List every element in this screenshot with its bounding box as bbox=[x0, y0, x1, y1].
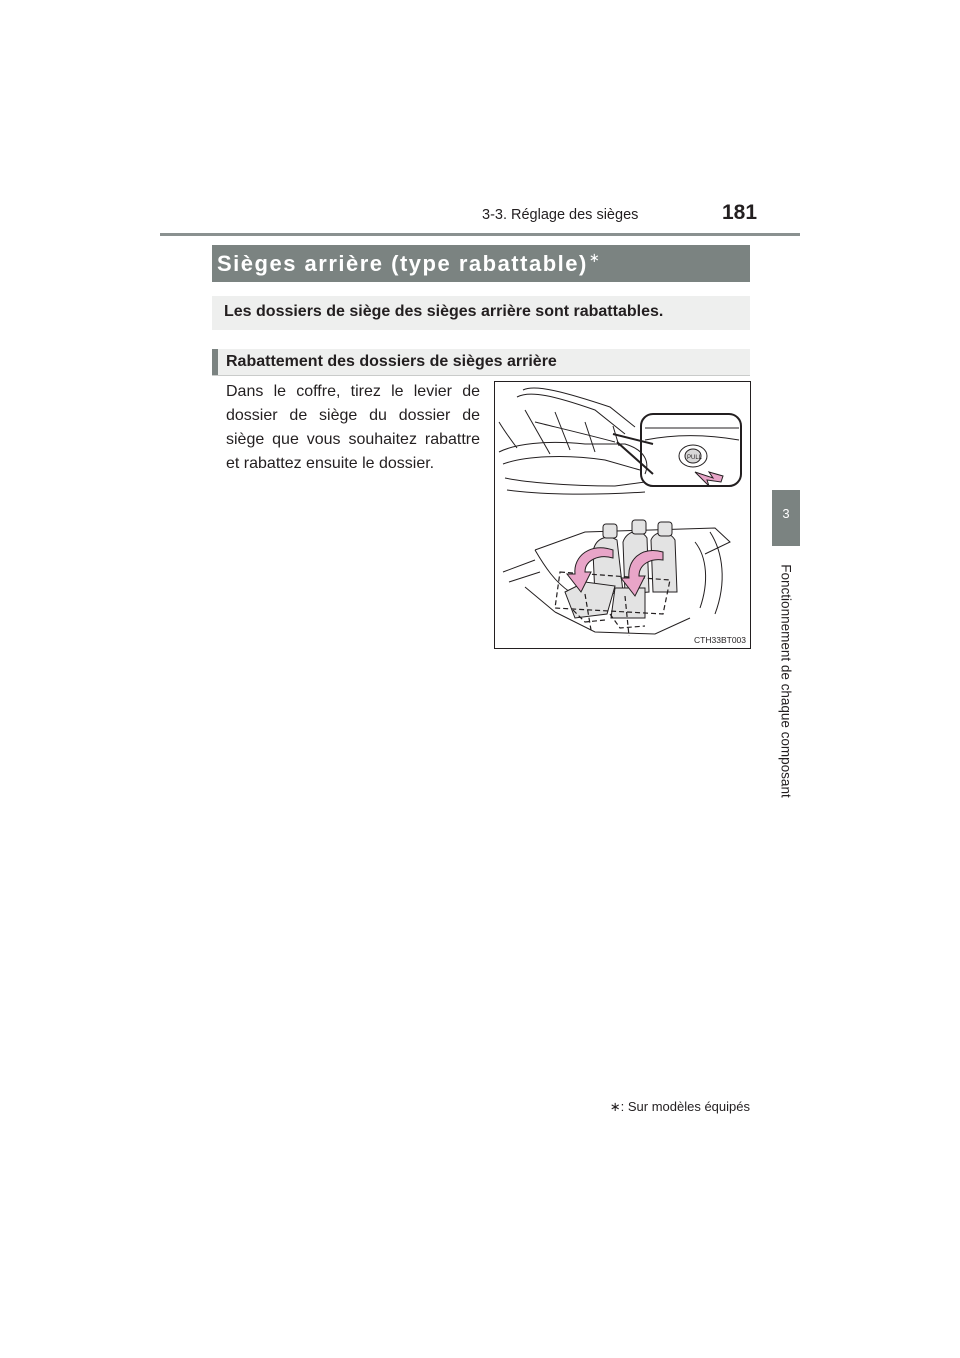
footnote-marker: ∗ bbox=[609, 1099, 621, 1114]
header-rule bbox=[160, 233, 800, 236]
footnote-text: : Sur modèles équipés bbox=[620, 1099, 750, 1114]
subsection-heading: Rabattement des dossiers de sièges arrière bbox=[226, 353, 557, 370]
illustration-rear-seat-fold bbox=[494, 381, 751, 649]
car-body bbox=[499, 442, 647, 474]
intro-box bbox=[212, 296, 750, 330]
intro-text: Les dossiers de siège des sièges arrière sont rabattables. bbox=[224, 303, 664, 320]
trunk-lid bbox=[523, 388, 635, 427]
section-title-bar bbox=[212, 245, 750, 282]
seat-fold-drawing bbox=[495, 382, 750, 648]
subsection-heading-bar bbox=[212, 349, 750, 376]
subsection-accent bbox=[212, 349, 218, 375]
header-section-title: 3-3. Réglage des sièges bbox=[482, 207, 639, 223]
section-title-marker: ∗ bbox=[588, 250, 602, 265]
chapter-number: 3 bbox=[782, 506, 790, 521]
figure-code: CTH33BT003 bbox=[694, 635, 746, 645]
lever-label: PULL bbox=[687, 455, 703, 461]
section-title bbox=[217, 250, 601, 277]
subsection-body: Dans le coffre, tirez le levier de dossier de siège du dossier de siège que vous souhaitez rabattre et rabattez ensuite le dossier. bbox=[226, 383, 480, 472]
footnote bbox=[610, 1099, 750, 1115]
pull-arrow bbox=[695, 472, 723, 486]
seatback-right bbox=[651, 533, 677, 593]
chapter-title: Fonctionnement de chaque composant bbox=[778, 564, 794, 798]
section-title-text: Sièges arrière (type rabattable) bbox=[217, 251, 588, 276]
page-number: 181 bbox=[722, 201, 758, 224]
